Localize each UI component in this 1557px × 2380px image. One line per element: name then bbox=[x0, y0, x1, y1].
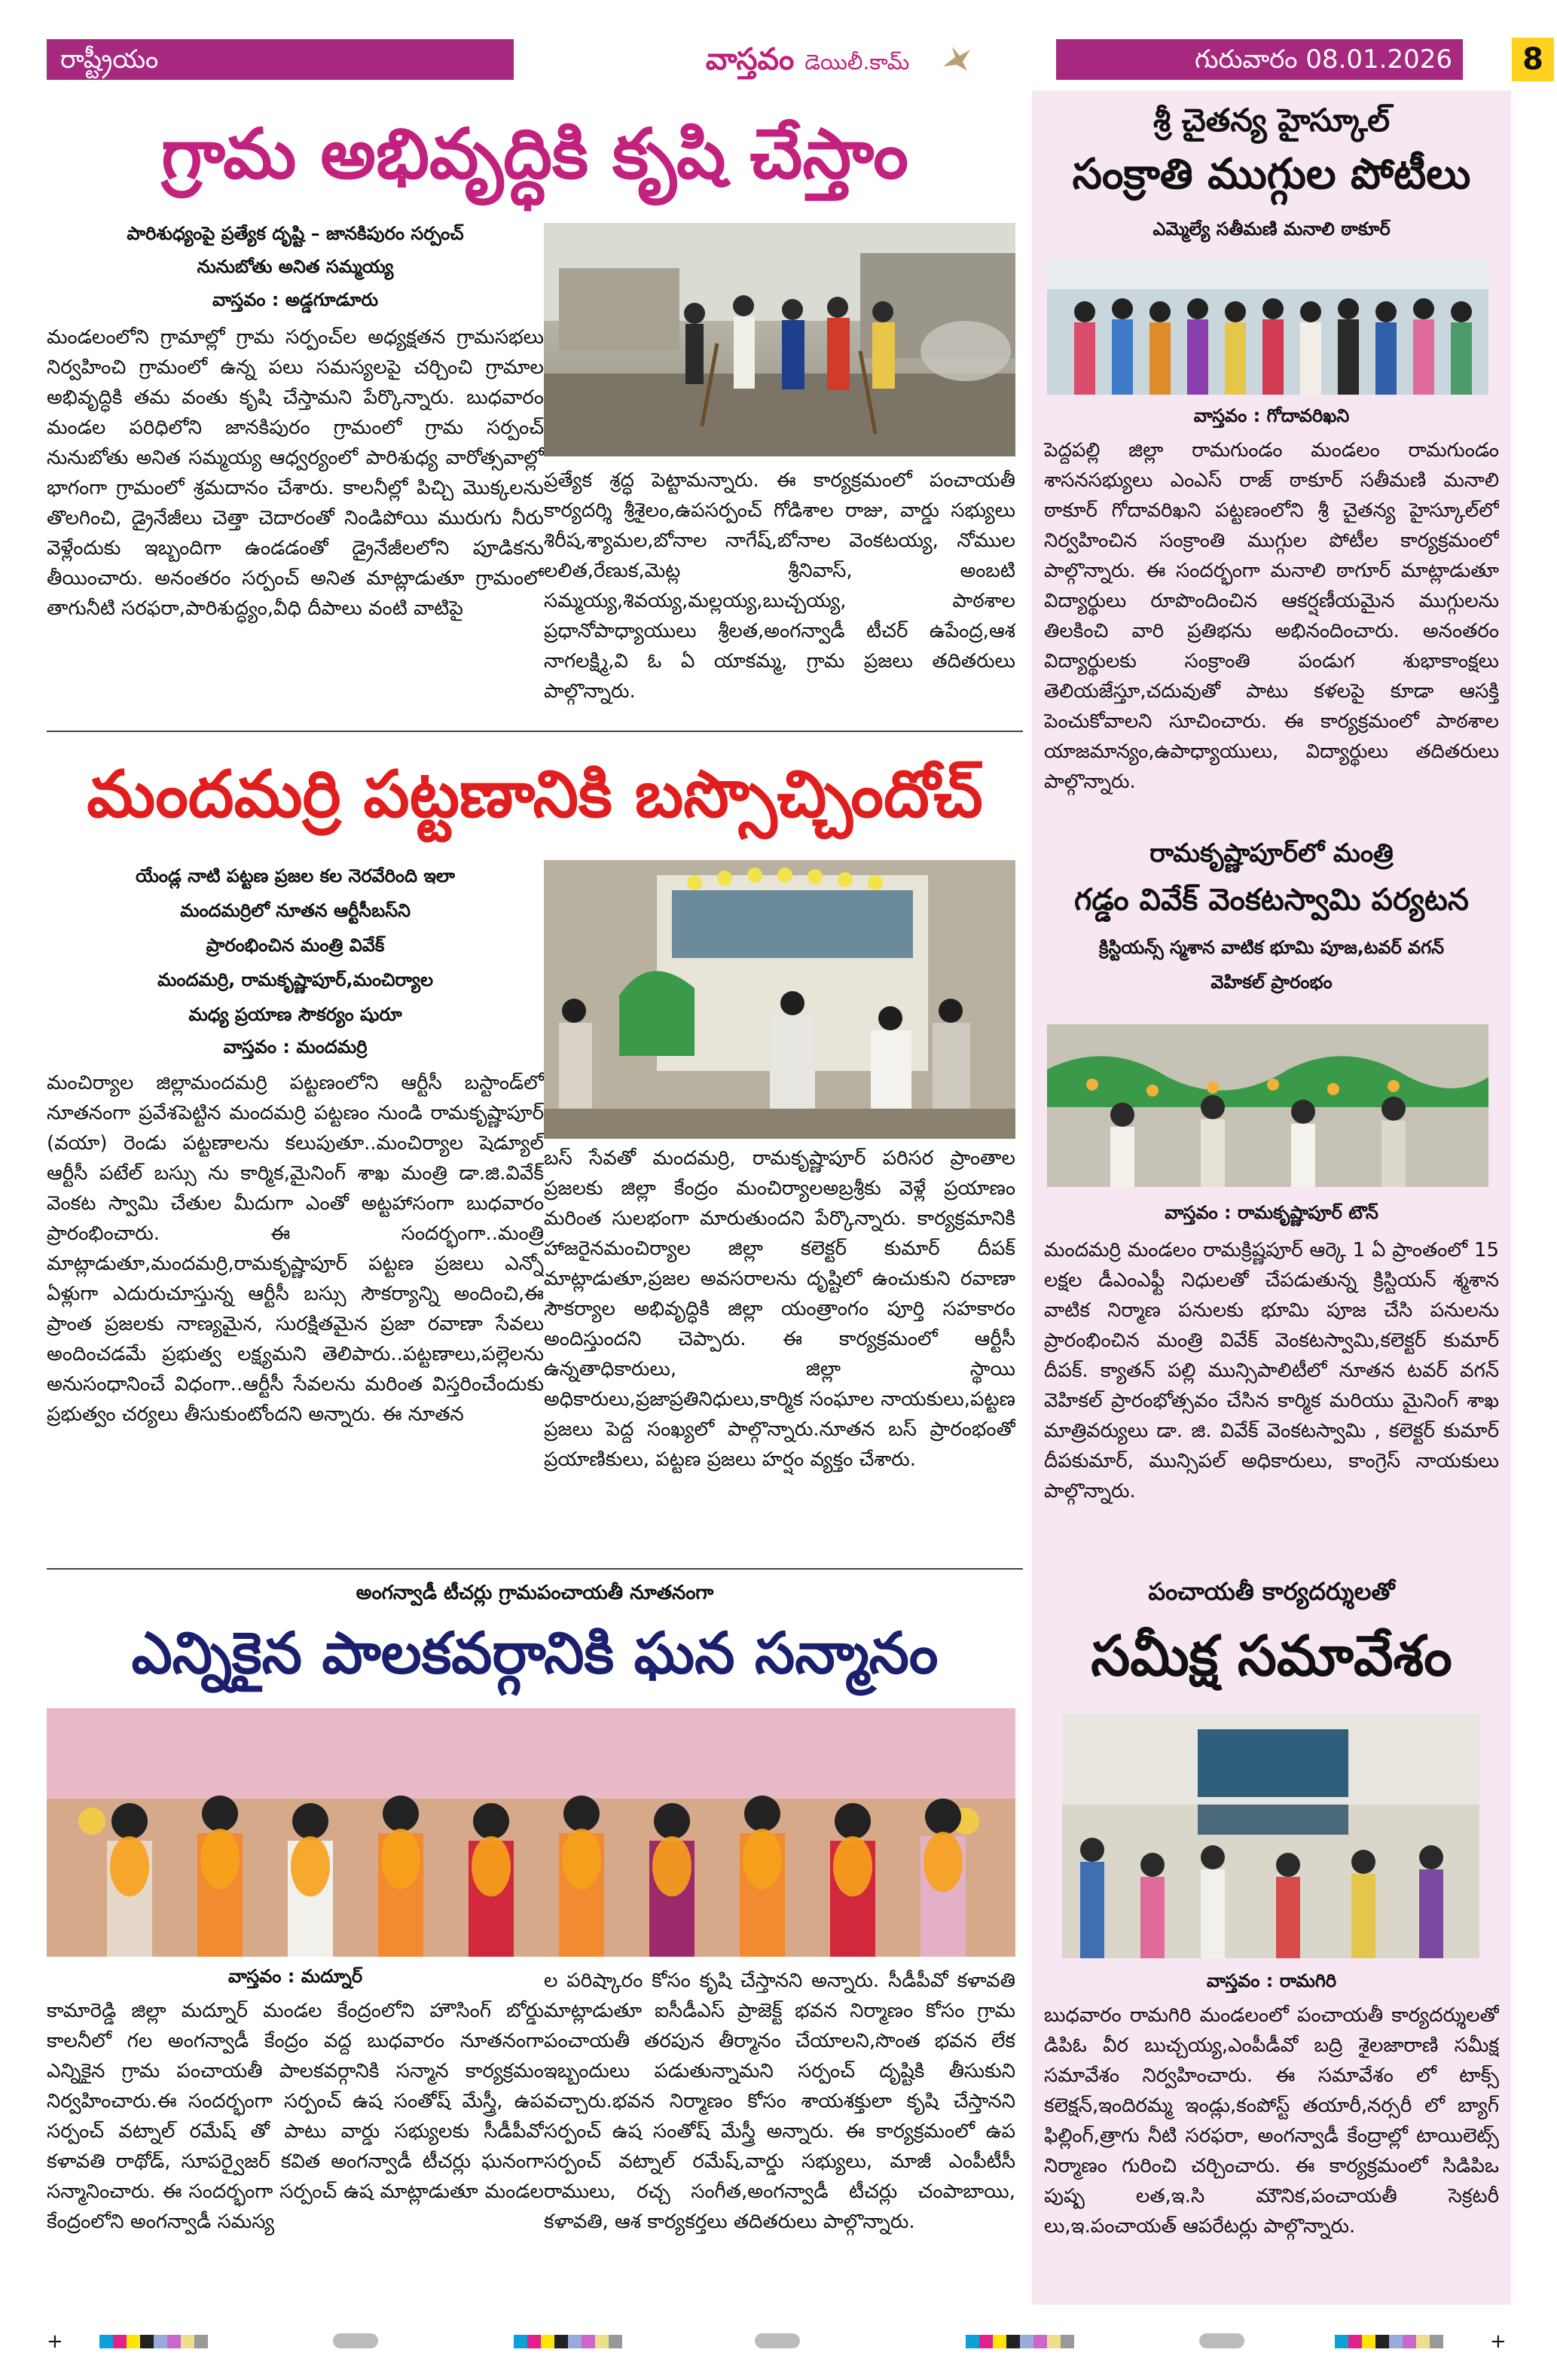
side1-photo bbox=[1047, 259, 1488, 395]
story2-sub: యేండ్ల నాటి పట్టణ ప్రజల కల నెరవేరింది ఇలా bbox=[135, 865, 456, 886]
side1-body: పెద్దపల్లి జిల్లా రామగుండం మండలం రామగుండం శాసనసభ్యులు ఎంఎస్ రాజ్ ఠాకూర్ సతీమణి మనాలి ఠాకూర్ గోదావరిఖని పట్టణంలోని శ్రీ చైతన్య హైస్కూల్‌లో నిర్వహించిన సంక్రాంతి ముగ్గుల పోటీల కార్యక్రమంలో పాల్గొన్నారు. ఈ సందర్భంగా మనాలి ఠాగూర్ మాట్లాడుతూ విద్యార్థులు రూపొందించిన ఆకర్షణీయమైన ముగ్గులను తిలకించి వారి ప్రతిభను అభినందించారు. అనంతరం విద్యార్థులకు సంక్రాంతి పండుగ శుభాకాంక్షలు తెలియజేస్తూ,చదువుతో పాటు కళలపై కూడా ఆసక్తి పెంచుకోవాలని సూచించారు. ఈ కార్యక్రమంలో పాఠశాల యాజమాన్యం,ఉపాధ్యాయులు, విద్యార్థులు తదితరులు పాల్గొన్నారు. bbox=[1044, 439, 1499, 793]
side2-photo bbox=[1047, 1024, 1488, 1187]
bus-inauguration-illustration bbox=[544, 860, 1015, 1139]
crosshair-icon: + bbox=[1490, 2330, 1507, 2353]
story3-body-col1: కామారెడ్డి జిల్లా మద్నూర్ మండల కేంద్రంలోని హౌసింగ్ బోర్డు కాలనీలో గల అంగన్వాడీ కేంద్రం వద్ద బుధవారం నూతనంగా ఎన్నికైన గ్రామ పంచాయతీ పాలకవర్గానికి సన్మాన కార్యక్రమం నిర్వహించారు.ఈ సందర్భంగా సర్పంచ్ ఉష సంతోష్ మేస్త్రీ, ఉప సర్పంచ్ వట్నాల్ రమేష్ తో పాటు వార్డు సభ్యులకు సీడీపీవో కళావతి రాథోడ్, సూపర్వైజర్ కవిత అంగన్వాడీ టీచర్లు ఘనంగా సన్మానించారు. ఈ సందర్భంగా సర్పంచ్ ఉష మాట్లాడుతూ మండల కేంద్రంలోని అంగన్వాడీ సమస్య bbox=[47, 2000, 544, 2233]
divider bbox=[47, 731, 1023, 732]
rangoli-event-illustration bbox=[1047, 259, 1488, 395]
side1-dateline: వాస్తవం : గోదావరిఖని bbox=[1193, 405, 1350, 426]
story2-subheads bbox=[47, 859, 544, 1032]
story2-body-col2: బస్ సేవతో మందమర్రి, రామకృష్ణాపూర్ పరిసర ప్రాంతాల ప్రజలకు జిల్లా కేంద్రం మంచిర్యాలఅబ్రశ్రీకు వెళ్లే ప్రయాణం మరింత సులభంగా మారుతుందని పేర్కొన్నారు. కార్యక్రమానికి హాజరైనమంచిర్యాల జిల్లా కలెక్టర్ కుమార్ దీపక్ మాట్లాడుతూ,ప్రజల అవసరాలను దృష్టిలో ఉంచుకుని రవాణా సౌకర్యాల అభివృద్ధికి జిల్లా యంత్రాంగం పూర్తి సహకారం అందిస్తుందని చెప్పారు. ఈ కార్యక్రమంలో ఆర్టీసీ ఉన్నతాధికారులు, జిల్లా స్థాయి అధికారులు,ప్రజాప్రతినిధులు,కార్మిక సంఘాల నాయకులు,పట్టణ ప్రజలు పెద్ద సంఖ్యలో పాల్గొన్నారు.నూతన బస్ ప్రారంభంతో ప్రయాణికులు, పట్టణ ప్రజలు హర్షం వ్యక్తం చేశారు. bbox=[544, 1147, 1015, 1471]
story1-photo bbox=[544, 223, 1015, 456]
side2-body: మందమర్రి మండలం రామక్రిష్ణపూర్ ఆర్కె 1 ఏ ప్రాంతంలో 15 లక్షల డీఎంఎఫ్టీ నిధులతో చేపడుతున్న క్రిస్టియన్ శ్మశాన వాటిక నిర్మాణ పనులకు భూమి పూజ చేసి పనులను ప్రారంభించిన మంత్రి వివేక్ వెంకటస్వామి,కలెక్టర్ కుమార్ దీపక్. క్యాతన్ పల్లి మున్సిపాలిటీలో నూతన టవర్ వగన్ వెహికల్ ప్రారంభోత్సవం చేసిన కార్మిక మరియు మైనింగ్ శాఖ మాత్రివర్యులు డా. జి. వివేక్ వెంకటస్వామి , కలెక్టర్ కుమార్ దీపకుమార్, మున్సిపల్ అధికారులు, కాంగ్రెస్ నాయకులు పాల్గొన్నారు. bbox=[1044, 1239, 1499, 1503]
story2-photo bbox=[544, 860, 1015, 1139]
felicitation-illustration bbox=[47, 1708, 1015, 1957]
side3-headline: సమీక్ష సమావేశం bbox=[1091, 1624, 1452, 1689]
gray-marker bbox=[1199, 2333, 1244, 2348]
story3-kicker: అంగన్వాడీ టీచర్లు గ్రామపంచాయతీ నూతనంగా bbox=[356, 1582, 714, 1604]
story2-headline: మందమర్రి పట్టణానికి బస్సొచ్చిందోచ్ bbox=[87, 757, 983, 832]
minister-visit-illustration bbox=[1047, 1024, 1488, 1187]
review-meeting-illustration bbox=[1062, 1714, 1479, 1958]
side1-sub: ఎమ్మెల్యే సతీమణి మనాలి ఠాకూర్ bbox=[1152, 218, 1391, 240]
side3-body: బుధవారం రామగిరి మండలంలో పంచాయతీ కార్యదర్శులతో డిపిఓ వీర బుచ్చయ్య,ఎంపీడీవో బద్రి శైలజారాణి సమీక్ష సమావేశం నిర్వహించారు. ఈ సమావేశం లో టాక్స్ కలెక్షన్,ఇందిరమ్మ ఇండ్లు,కంపోస్ట్ తయారీ,నర్సరీ లో బ్యాగ్ ఫిల్లింగ్,త్రాగు నీటి సరఫరా, అంగన్వాడీ కేంద్రాల్లో టాయిలెట్స్ నిర్మాణం గురించి చర్చించారు. ఈ కార్యక్రమంలో సిడిపిఒ పుష్ప లత,ఇ.సి మౌనిక,పంచాయతీ సెక్రటరీ లు,ఇ.పంచాయత్ ఆపరేటర్లు పాల్గొన్నారు. bbox=[1044, 2004, 1499, 2238]
side2-sub1: క్రిస్టియన్స్ స్మశాన వాటిక భూమి పూజ,టవర్ వగన్ bbox=[1099, 937, 1444, 958]
color-bar bbox=[966, 2335, 1074, 2351]
side3-dateline: వాస్తవం : రామగిరి bbox=[1206, 1970, 1337, 1991]
gray-marker bbox=[333, 2333, 378, 2348]
print-registration-strip bbox=[47, 2330, 1512, 2353]
side3-kicker: పంచాయతీ కార్యదర్శులతో bbox=[1148, 1577, 1395, 1606]
story2-sub: మందమర్రిలో నూతన ఆర్టీసీబస్‌ని bbox=[180, 900, 411, 921]
side3-photo bbox=[1062, 1714, 1479, 1958]
crosshair-icon: + bbox=[47, 2330, 63, 2353]
story3-body-col2: ల పరిష్కారం కోసం కృషి చేస్తానని అన్నారు. సీడీపీవో కళావతి మాట్లాడుతూ ఐసీడీఎస్ ప్రాజెక్ట్ భవన నిర్మాణం కోసం గ్రామ పంచాయతీ తరపున తీర్మానం చేయాలని,సొంత భవన లేక ఇబ్బందులు పడుతున్నామని సర్పంచ్ దృష్టికి తీసుకుని వచ్చారు.భవన నిర్మాణం కోసం శాయశక్తులా కృషి చేస్తానని సర్పంచ్ ఉష సంతోష్ మేస్త్రీ అన్నారు. ఈ కార్యక్రమంలో ఉప సర్పంచ్ వట్నాల్ రమేష్,వార్డు సభ్యులు, మాజీ ఎంపీటీసీ రాములు, రచ్చ సంగీత,అంగన్వాడీ టీచర్లు చంపాబాయి, కళావతి, ఆశ కార్యకర్తలు తదితరులు పాల్గొన్నారు. bbox=[544, 1970, 1015, 2233]
story3-headline: ఎన్నికైన పాలకవర్గానికి ఘన సన్మానం bbox=[131, 1619, 939, 1686]
gray-marker bbox=[755, 2333, 800, 2348]
side2-dateline: వాస్తవం : రామకృష్ణాపూర్ టౌన్ bbox=[1165, 1202, 1378, 1223]
color-bar bbox=[1335, 2335, 1443, 2351]
story1-headline: గ్రామ అభివృద్ధికి కృషి చేస్తాం bbox=[161, 114, 908, 194]
story2-dateline: వాస్తవం : మందమర్రి bbox=[223, 1036, 368, 1057]
story1-sub2: నునుబోతు అనిత సమ్మయ్య bbox=[197, 256, 394, 277]
story1-body-col1: మండలంలోని గ్రామాల్లో గ్రామ సర్పంచ్‌ల అధ్యక్షతన గ్రామసభలు నిర్వహించి గ్రామంలో ఉన్న పలు సమస్యలపై చర్చించి గ్రామాల అభివృద్ధికి తమ వంతు కృషి చేస్తామని పేర్కొన్నారు. బుధవారం మండల పరిధిలోని జానకిపురం గ్రామంలో గ్రామ సర్పంచ్ నునుబోతు అనిత సమ్మయ్య ఆధ్వర్యంలో పారిశుధ్య వారోత్సవాల్లో భాగంగా గ్రామంలో శ్రమదానం చేశారు. కాలనీల్లో పిచ్చి మొక్కలను తొలగించి, డ్రైనేజీలు చెత్తా చెదారంతో నిండిపోయి మురుగు నీరు వెళ్లేందుకు ఇబ్బందిగా ఉండడంతో డ్రైనేజీలలోని పూడికను తీయించారు. అనంతరం సర్పంచ్ అనిత మాట్లాడుతూ గ్రామంలో తాగునీటి సరఫరా,పారిశుద్ధ్యం,వీధి దీపాలు వంటి వాటిపై bbox=[47, 326, 544, 620]
color-bar bbox=[99, 2335, 208, 2351]
side2-sub2: వెహికల్ ప్రారంభం bbox=[1210, 972, 1333, 993]
divider bbox=[47, 1568, 1023, 1570]
brand-domain: డెయిలీ.కామ్ bbox=[804, 50, 910, 75]
side1-headline1: శ్రీ చైతన్య హైస్కూల్ bbox=[1153, 102, 1390, 139]
color-bar bbox=[514, 2335, 622, 2351]
story1-dateline: వాస్తవం : అడ్డగూడూరు bbox=[212, 289, 379, 310]
story3-photo bbox=[47, 1708, 1015, 1957]
section-label: రాష్ట్రీయం bbox=[47, 39, 514, 80]
story2-sub: ప్రారంభించిన మంత్రి వివేక్ bbox=[206, 935, 385, 956]
brand-title bbox=[619, 36, 996, 83]
story2-sub: మందమర్రి, రామకృష్ణాపూర్,మంచిర్యాల bbox=[157, 969, 434, 990]
sanitation-drive-illustration bbox=[544, 223, 1015, 456]
bird-logo-icon bbox=[940, 44, 973, 74]
page-number: 8 bbox=[1512, 38, 1554, 81]
side1-headline2: సంక్రాతి ముగ్గుల పోటీలు bbox=[1072, 150, 1471, 199]
side2-headline: గడ్డం వివేక్ వెంకటస్వామి పర్యటన bbox=[1074, 883, 1469, 917]
story2-body-col1: మంచిర్యాల జిల్లామందమర్రి పట్టణంలోని ఆర్టీసీ బస్టాండ్‌లో నూతనంగా ప్రవేశపెట్టిన మందమర్రి పట్టణం నుండి రామకృష్ణాపూర్ (వయా) రెండు పట్టణాలను కలుపుతూ..మంచిర్యాల షెడ్యూల్ ఆర్టీసీ పటేల్ బస్సు ను కార్మిక,మైనింగ్ శాఖ మంత్రి డా.జి.వివేక్ వెంకట స్వామి చేతుల మీదుగా ఎంతో అట్టహాసంగా బుధవారం ప్రారంభించారు. ఈ సందర్భంగా..మంత్రి మాట్లాడుతూ,మందమర్రి,రామకృష్ణాపూర్ పట్టణ ప్రజలు ఎన్నో ఏళ్లుగా ఎదురుచూస్తున్న ఆర్టీసీ బస్సు సౌకర్యాన్ని అందించి,ఈ ప్రాంత ప్రజలకు నాణ్యమైన, సురక్షితమైన ప్రజా రవాణా సేవలు అందించడమే ప్రభుత్వ లక్ష్యమని తెలిపారు..పట్టణాలు,పల్లెలను అనుసంధానించే విధంగా..ఆర్టీసీ సేవలను మరింత విస్తరించేందుకు ప్రభుత్వం చర్యలు తీసుకుంటోందని అన్నారు. ఈ నూతన bbox=[47, 1072, 544, 1426]
story1-body-col2: ప్రత్యేక శ్రద్ధ పెట్టామన్నారు. ఈ కార్యక్రమంలో పంచాయతీ కార్యదర్శి శ్రీశైలం,ఉపసర్పంచ్ గోడిశాల రాజు, వార్డు సభ్యులు శిరీష,శ్యామల,బోనాల నాగేష్,బోనాల వెంకటయ్య, నోముల లలిత,రేణుక,మెట్ల శ్రీనివాస్, అంబటి సమ్మయ్య,శివయ్య,మల్లయ్య,బుచ్చయ్య, పాఠశాల ప్రధానోపాధ్యాయులు శ్రీలత,అంగన్వాడీ టీచర్ ఉపేంద్ర,ఆశ నాగలక్ష్మి,వి ఓ ఏ యాకమ్మ, గ్రామ ప్రజలు తదితరులు పాల్గొన్నారు. bbox=[544, 469, 1015, 703]
story1-sub1: పారిశుధ్యంపై ప్రత్యేక దృష్టి – జానకిపురం సర్పంచ్ bbox=[127, 223, 464, 244]
masthead bbox=[47, 36, 1543, 83]
story2-sub: మధ్య ప్రయాణ సౌకర్యం షురూ bbox=[188, 1004, 402, 1025]
side2-kicker: రామకృష్ణాపూర్‌లో మంత్రి bbox=[1149, 838, 1394, 868]
story3-dateline: వాస్తవం : మద్నూర్ bbox=[227, 1966, 363, 1987]
brand-name: వాస్తవం bbox=[705, 42, 795, 77]
issue-date: గురువారం 08.01.2026 bbox=[1056, 39, 1463, 80]
